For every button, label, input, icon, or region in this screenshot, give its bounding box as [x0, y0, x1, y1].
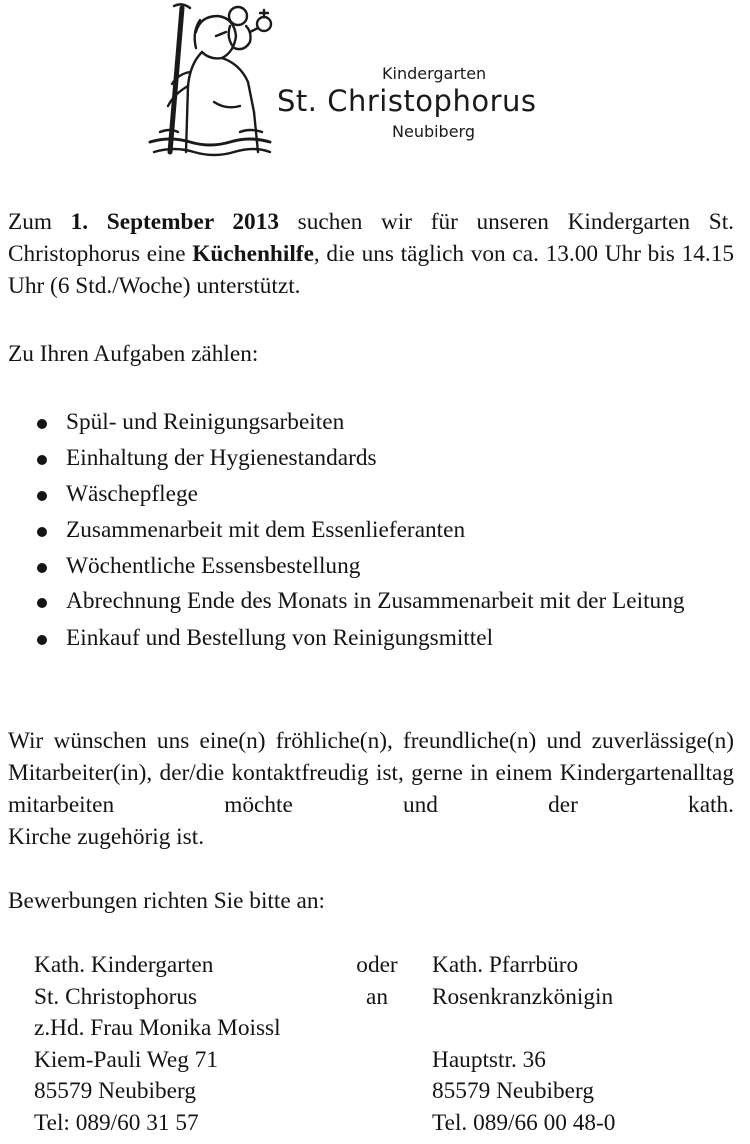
address-line: 85579 Neubiberg	[432, 1078, 594, 1104]
task-item: Spül- und Reinigungsarbeiten	[8, 404, 748, 440]
task-item: Einhaltung der Hygienestandards	[8, 440, 748, 476]
logo-name: St. Christophorus	[277, 84, 537, 118]
logo-location: Neubiberg	[392, 122, 476, 141]
start-date: 1. September 2013	[70, 209, 279, 235]
connector-word: oder	[356, 952, 398, 978]
address-connector	[346, 950, 408, 1013]
job-title: Küchenhilfe	[192, 241, 314, 267]
address-line: Kath. Pfarrbüro	[432, 952, 579, 978]
address-line: Hauptstr. 36	[432, 1046, 546, 1073]
phone-line: Tel: 089/60 31 57	[34, 1109, 199, 1136]
parish-office-address	[432, 950, 615, 1139]
task-item: Wäschepflege	[8, 476, 748, 512]
task-item: Wöchentliche Essensbestellung	[8, 548, 748, 584]
wish-text-end: Kirche zugehörig ist.	[8, 824, 205, 850]
st-christophorus-emblem-icon	[130, 2, 280, 162]
intro-paragraph: Zum 1. September 2013 suchen wir für unseren Kindergarten St. Christophorus eine Küchenhilfe, die uns täglich von ca. 13.00 Uhr bis 14.15 Uhr (6 Std./Woche) unterstützt.	[8, 209, 734, 299]
address-line: Kiem-Pauli Weg 71	[34, 1046, 219, 1073]
task-item: Einkauf und Bestellung von Reinigungsmittel	[8, 620, 748, 656]
task-list	[8, 404, 748, 656]
phone-line: Tel. 089/66 00 48-0	[432, 1109, 616, 1136]
address-line: 85579 Neubiberg	[34, 1078, 196, 1104]
application-heading: Bewerbungen richten Sie bitte an:	[8, 888, 325, 914]
wish-paragraph	[8, 725, 734, 853]
kindergarten-address	[34, 950, 281, 1139]
address-line: z.Hd. Frau Monika Moissl	[34, 1015, 281, 1041]
task-item: Zusammenarbeit mit dem Essenlieferanten	[8, 512, 748, 548]
address-line-empty	[432, 1013, 615, 1045]
address-line: St. Christophorus	[34, 983, 198, 1010]
task-item: Abrechnung Ende des Monats in Zusammenarbeit mit der Leitung	[8, 584, 748, 620]
tasks-heading: Zu Ihren Aufgaben zählen:	[8, 341, 259, 367]
logo-kindergarten-label: Kindergarten	[382, 64, 487, 83]
connector-word: an	[366, 983, 388, 1010]
address-line: Kath. Kindergarten	[34, 952, 214, 978]
address-line: Rosenkranzkönigin	[432, 983, 614, 1010]
kindergarten-logo	[130, 2, 610, 162]
wish-text: Wir wünschen uns eine(n) fröhliche(n), freundliche(n) und zuverlässige(n) Mitarbeiter(in), der/die kontaktfreudig ist, gerne in einem Kindergartenalltag mitarbeiten möchte und der kath.	[8, 728, 734, 818]
